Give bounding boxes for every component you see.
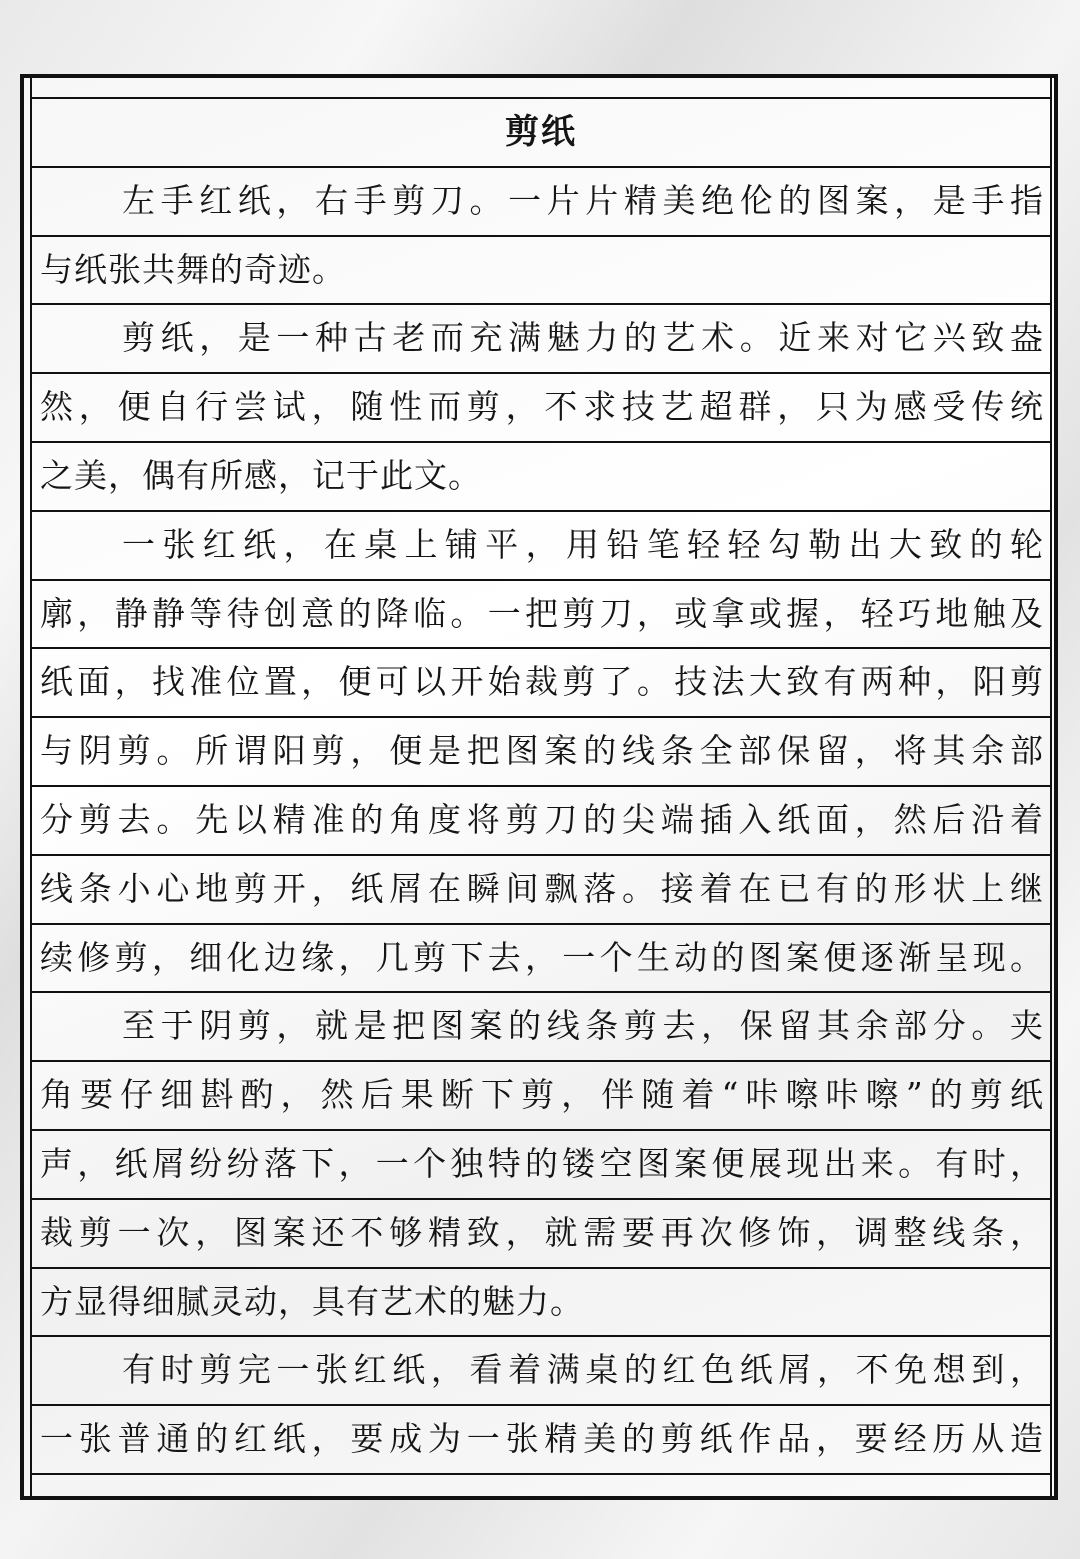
text-line-16: 裁剪一次，图案还不够精致，就需要再次修饰，调整线条， — [32, 1200, 1050, 1269]
text-line-9: 与阴剪。所谓阳剪，便是把图案的线条全部保留，将其余部 — [32, 718, 1050, 787]
text-line-11: 线条小心地剪开，纸屑在瞬间飘落。接着在已有的形状上继 — [32, 856, 1050, 925]
text-line-3: 剪纸，是一种古老而充满魅力的艺术。近来对它兴致盎 — [32, 305, 1050, 374]
text-line-10: 分剪去。先以精准的角度将剪刀的尖端插入纸面，然后沿着 — [32, 787, 1050, 856]
text-lines — [32, 99, 1050, 1475]
text-line-6: 一张红纸，在桌上铺平，用铅笔轻轻勾勒出大致的轮 — [32, 512, 1050, 581]
text-line-4: 然，便自行尝试，随性而剪，不求技艺超群，只为感受传统 — [32, 374, 1050, 443]
notebook-sheet — [20, 74, 1058, 1500]
text-line-15: 声，纸屑纷纷落下，一个独特的镂空图案便展现出来。有时， — [32, 1131, 1050, 1200]
text-line-19: 一张普通的红纸，要成为一张精美的剪纸作品，要经历从造 — [32, 1406, 1050, 1475]
ruled-paper — [30, 78, 1052, 1496]
text-line-1: 左手红纸，右手剪刀。一片片精美绝伦的图案，是手指 — [32, 168, 1050, 237]
text-line-13: 至于阴剪，就是把图案的线条剪去，保留其余部分。夹 — [32, 993, 1050, 1062]
text-line-12: 续修剪，细化边缘，几剪下去，一个生动的图案便逐渐呈现。 — [32, 925, 1050, 994]
text-line-8: 纸面，找准位置，便可以开始裁剪了。技法大致有两种，阳剪 — [32, 649, 1050, 718]
text-line-18: 有时剪完一张红纸，看着满桌的红色纸屑，不免想到， — [32, 1337, 1050, 1406]
essay-title: 剪纸 — [32, 99, 1050, 168]
text-line-2: 与纸张共舞的奇迹。 — [32, 237, 1050, 306]
text-line-14: 角要仔细斟酌，然后果断下剪，伴随着“咔嚓咔嚓”的剪纸 — [32, 1062, 1050, 1131]
text-line-5: 之美，偶有所感，记于此文。 — [32, 443, 1050, 512]
text-line-17: 方显得细腻灵动，具有艺术的魅力。 — [32, 1269, 1050, 1338]
text-line-7: 廓，静静等待创意的降临。一把剪刀，或拿或握，轻巧地触及 — [32, 581, 1050, 650]
